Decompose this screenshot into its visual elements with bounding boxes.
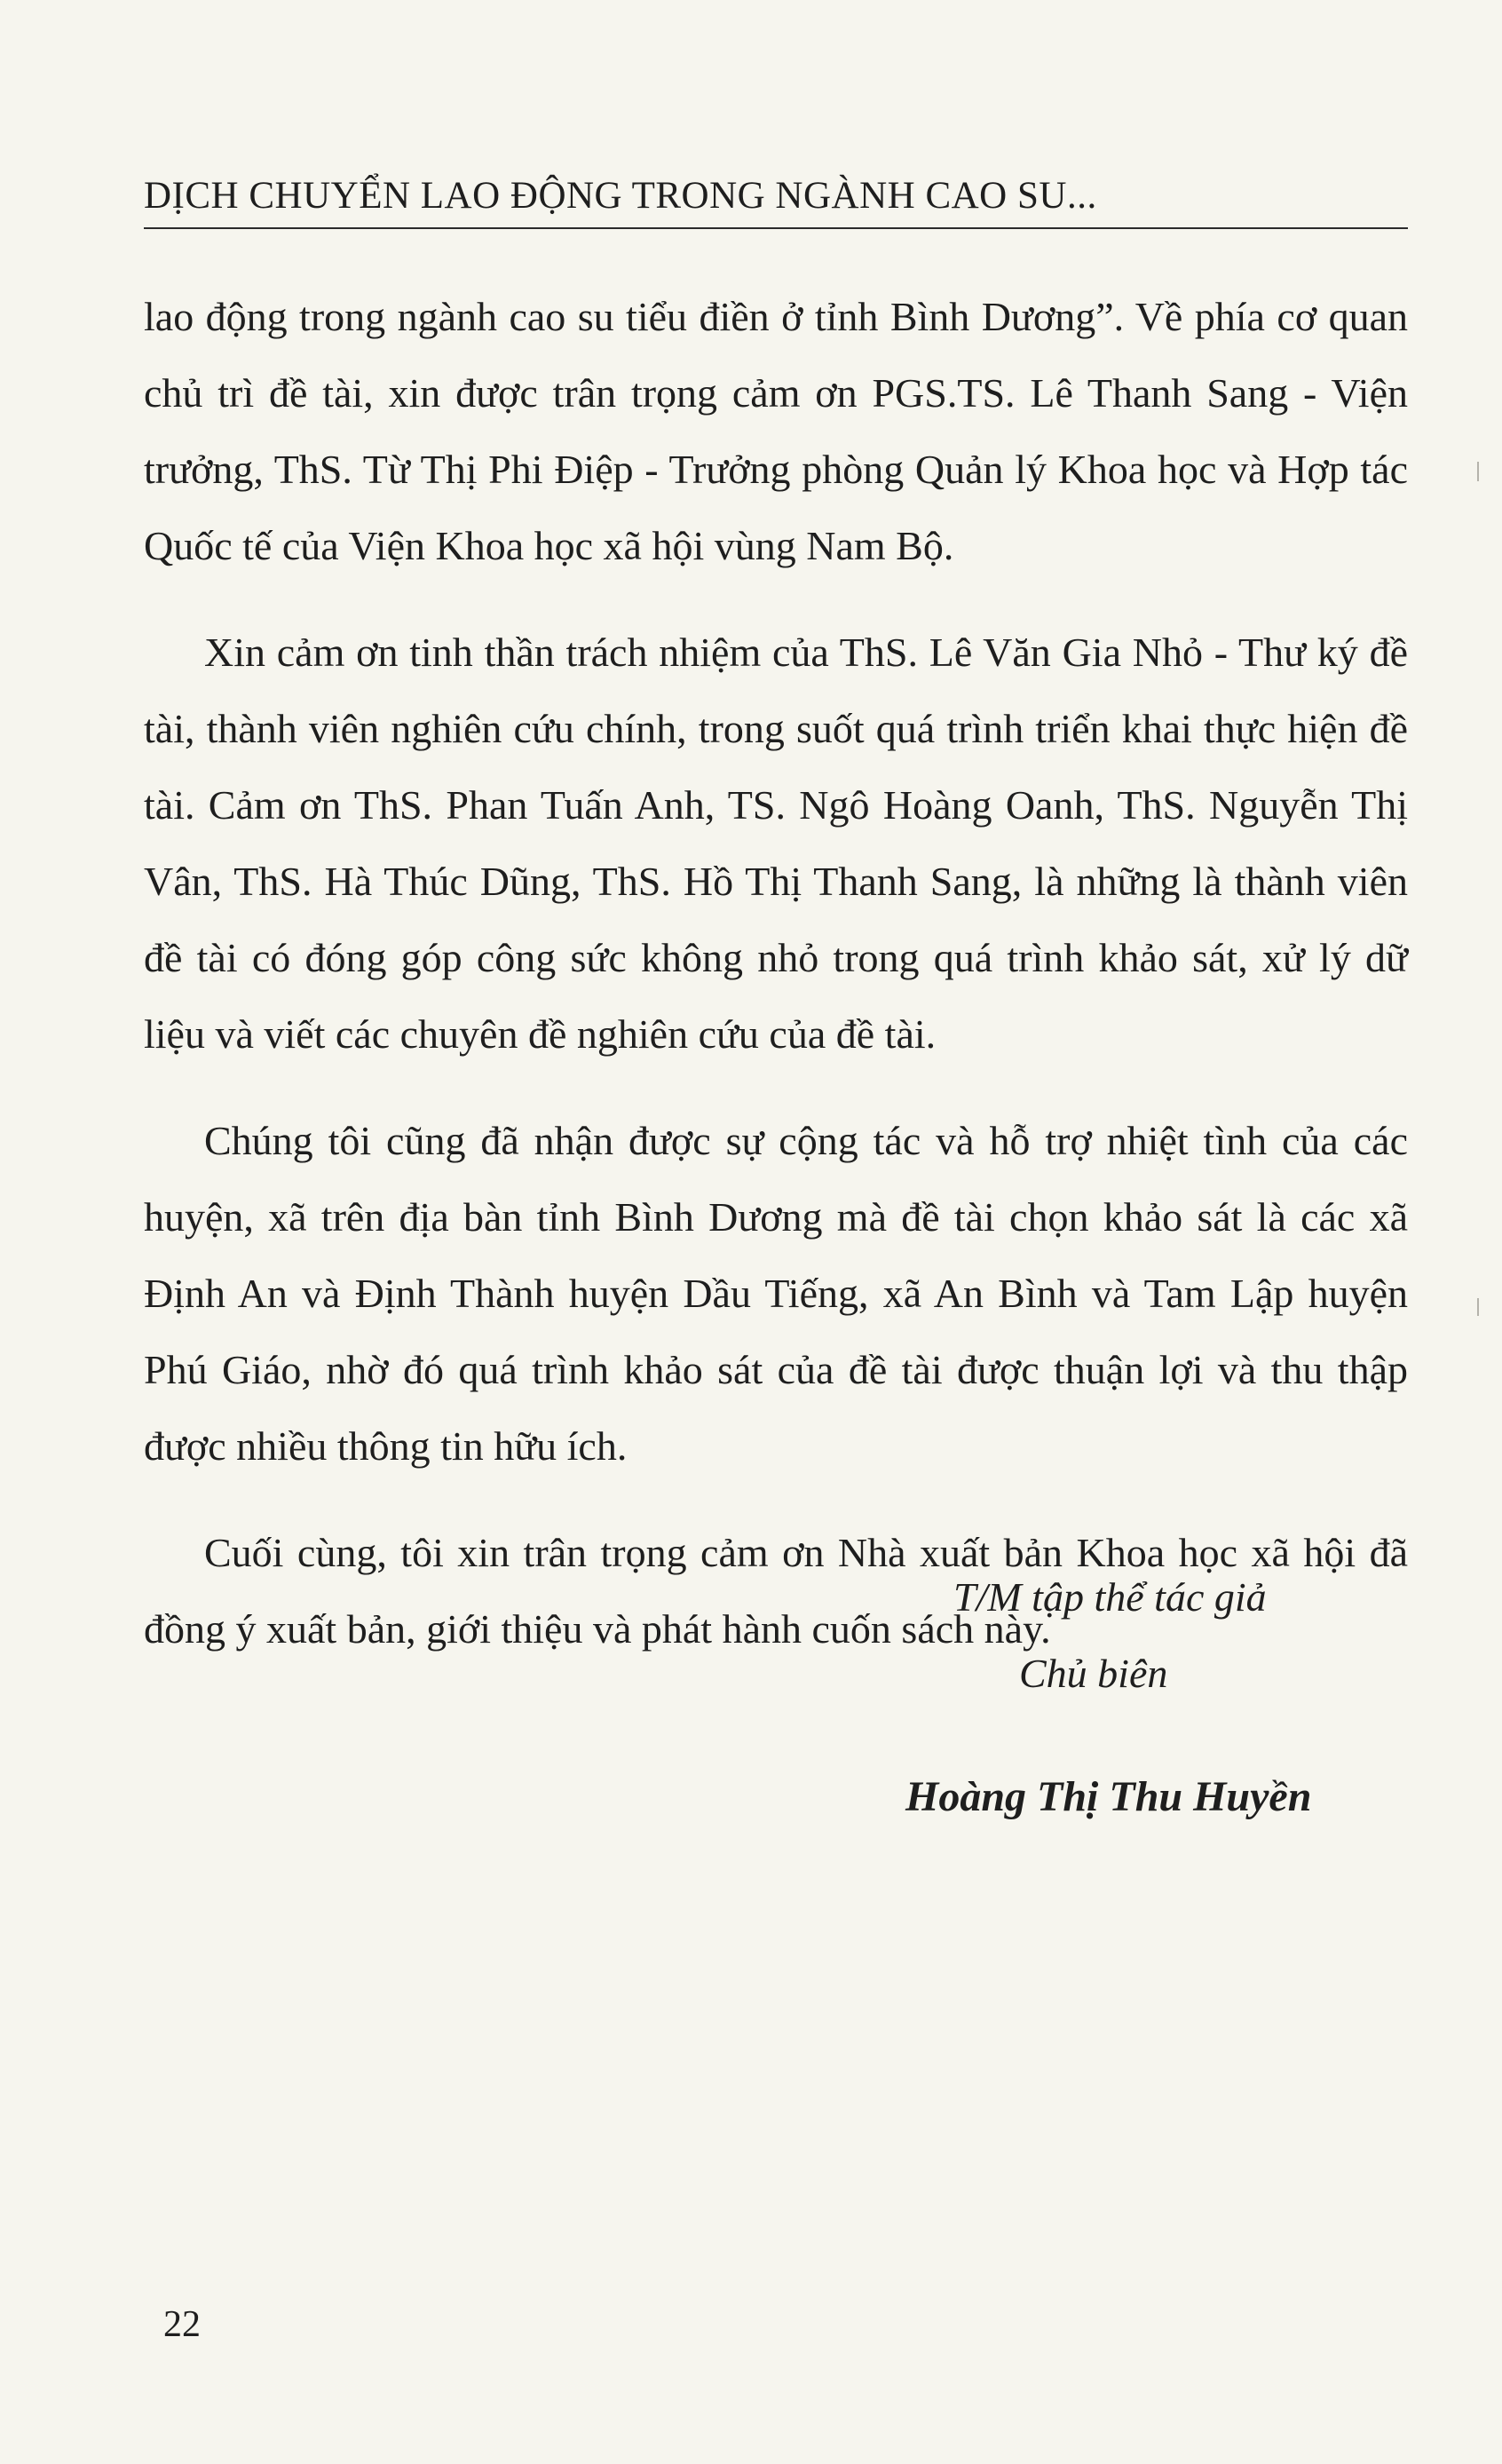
paragraph-continuation: lao động trong ngành cao su tiểu điền ở tỉnh Bình Dương”. Về phía cơ quan chủ trì đề tài, xin được trân trọng cảm ơn PGS.TS. Lê Thanh Sang - Viện trưởng, ThS. Từ Thị Phi Điệp - Trưởng phòng Quản lý Khoa học và Hợp tác Quốc tế của Viện Khoa học xã hội vùng Nam Bộ. [144,294,1408,568]
paragraph-local-support: Chúng tôi cũng đã nhận được sự cộng tác và hỗ trợ nhiệt tình của các huyện, xã trên địa bàn tỉnh Bình Dương mà đề tài chọn khảo sát là các xã Định An và Định Thành huyện Dầu Tiếng, xã An Bình và Tam Lập huyện Phú Giáo, nhờ đó quá trình khảo sát của đề tài được thuận lợi và thu thập được nhiều thông tin hữu ích. [144,1118,1408,1469]
running-header: DỊCH CHUYỂN LAO ĐỘNG TRONG NGÀNH CAO SU... [144,175,1097,217]
margin-mark [1477,1298,1479,1316]
signature-name: Hoàng Thị Thu Huyền [905,1773,1312,1820]
header-divider [144,227,1408,229]
paragraph-publisher-thanks: Cuối cùng, tôi xin trân trọng cảm ơn Nhà xuất bản Khoa học xã hội đã đồng ý xuất bản, giới thiệu và phát hành cuốn sách này. [144,1530,1408,1652]
margin-mark [1477,462,1479,481]
paragraph-secretary-thanks: Xin cảm ơn tinh thần trách nhiệm của ThS. Lê Văn Gia Nhỏ - Thư ký đề tài, thành viên nghiên cứu chính, trong suốt quá trình triển khai thực hiện đề tài. Cảm ơn ThS. Phan Tuấn Anh, TS. Ngô Hoàng Oanh, ThS. Nguyễn Thị Vân, ThS. Hà Thúc Dũng, ThS. Hồ Thị Thanh Sang, là những là thành viên đề tài có đóng góp công sức không nhỏ trong quá trình khảo sát, xử lý dữ liệu và viết các chuyên đề nghiên cứu của đề tài. [144,630,1408,1057]
signature-on-behalf: T/M tập thể tác giả [953,1574,1267,1620]
signature-block [0,1573,1502,1858]
body-text [144,279,1408,1698]
page-number: 22 [163,2304,201,2345]
signature-role: Chủ biên [1019,1651,1168,1696]
